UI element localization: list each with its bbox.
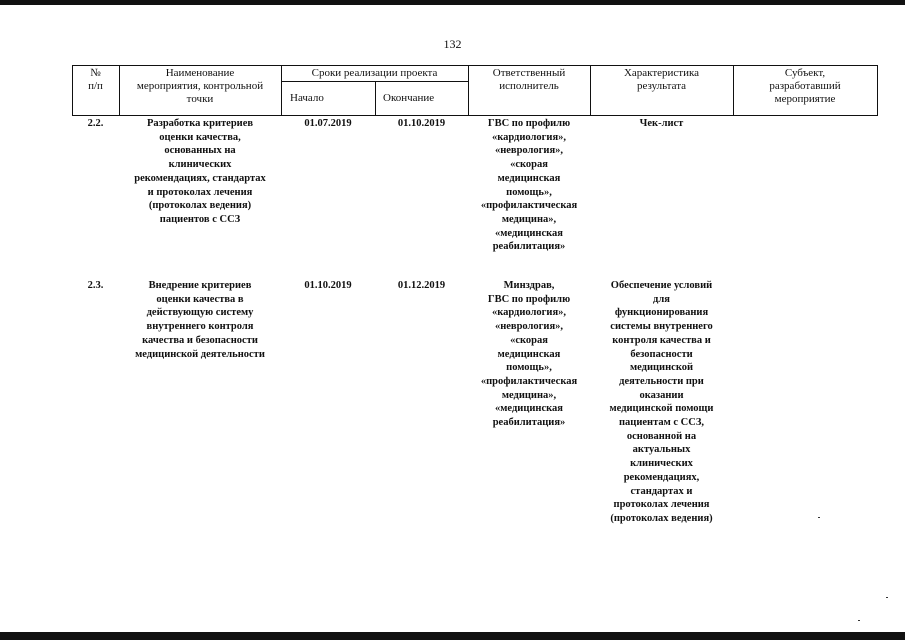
header-num-line-1: № [90,67,101,79]
row-name-line: Разработка критериев [146,118,254,129]
header-executor-line-2: исполнитель [499,80,559,92]
row-executor-line: «скорая [510,334,548,346]
row-executor-line: медицина», [501,213,557,225]
row-start-date: 01.10.2019 [304,280,352,291]
header-name-line-1: Наименование [165,67,235,79]
row-name-line: (протоколах ведения) [148,200,252,212]
row-name-line: и протоколах лечения [147,186,253,198]
row-result [590,117,733,131]
row-result-line: рекомендациях, [623,471,700,483]
row-executor-line: «неврология», [494,145,564,157]
row-result-line: протоколах лечения [613,499,710,511]
row-name [119,117,281,227]
row-result-line: актуальных [632,444,691,456]
row-result-line: Обеспечение условий [610,280,713,291]
row-result-line: для [653,293,670,305]
bottom-border-rule [0,632,905,640]
row-result-line: контроля качества и [612,334,711,346]
row-executor-line: «скорая [510,159,548,171]
row-executor [468,117,590,254]
row-executor-line: Минздрав, [503,280,555,291]
row-result [590,279,733,526]
row-name-line: действующую систему [146,307,254,319]
header-subject-line-3: мероприятие [774,93,836,105]
row-name-line: рекомендациях, стандартах [134,172,266,184]
row-result-line: безопасности [630,348,693,360]
header-result-line-2: результата [636,80,687,92]
row-result-line: функционирования [614,307,709,319]
row-result-line: пациентам с ССЗ, [618,417,705,429]
row-executor-line: «медицинская [495,227,563,239]
row-num: 2.2. [87,118,104,129]
header-executor-line-1: Ответственный [492,67,566,79]
row-result-line: основанной на [626,430,697,442]
row-result-line: медицинской помощи [609,403,714,415]
row-result-line: деятельности при [619,375,704,387]
row-executor-line: «медицинская [495,403,563,415]
header-subject [733,67,877,106]
row-executor-line: реабилитация» [492,417,566,429]
header-num-line-2: п/п [88,80,103,92]
header-subject-line-2: разработавший [769,80,841,92]
row-executor-line: «кардиология», [491,131,567,143]
header-end: Окончание [383,92,435,104]
header-name-line-2: мероприятия, контрольной [136,80,264,92]
header-result-line-1: Характеристика [623,67,700,79]
row-name-line: оценки качества в [156,293,244,305]
header-num [72,67,119,93]
header-period: Сроки реализации проекта [311,67,438,79]
row-executor-line: ГВС по профилю [487,293,571,305]
scan-speck [818,517,820,518]
top-border-rule [0,0,905,5]
row-name-line: медицинской деятельности [135,348,265,360]
row-executor-line: помощь», [506,362,552,374]
header-start: Начало [290,92,324,104]
row-executor-line: «профилактическая [480,200,578,212]
row-result-line: оказании [639,389,684,401]
row-result-line: стандартах и [630,485,693,497]
row-executor-line: медицинская [497,348,561,360]
row-name-line: основанных на [164,145,236,157]
header-subject-line-1: Субъект, [784,67,826,79]
row-name-line: внутреннего контроля [146,321,254,333]
header-executor [468,67,590,93]
row-num: 2.3. [87,280,104,291]
row-name [119,279,281,361]
header-name-line-3: точки [186,93,214,105]
row-executor-line: ГВС по профилю [487,118,571,129]
row-executor [468,279,590,430]
row-result-line: медицинской [629,362,694,374]
row-result-line: (протоколах ведения) [610,512,713,524]
row-executor-line: реабилитация» [492,241,566,253]
page-number: 132 [443,37,462,51]
row-executor-line: «профилактическая [480,375,578,387]
header-result [590,67,733,93]
row-name-line: клинических [168,159,232,171]
row-start-date: 01.07.2019 [304,118,352,129]
row-end-date: 01.10.2019 [397,118,446,129]
row-result-line: клинических [630,458,693,470]
scan-speck [886,597,888,598]
row-result-line: системы внутреннего [610,321,713,333]
row-end-date: 01.12.2019 [397,280,446,291]
row-name-line: Внедрение критериев [148,280,252,291]
row-name-line: пациентов с ССЗ [159,213,241,225]
row-name-line: качества и безопасности [142,334,258,346]
row-result-line: Чек-лист [639,118,684,129]
row-executor-line: медицинская [497,172,561,184]
row-executor-line: «кардиология», [491,307,567,319]
row-executor-line: медицина», [501,389,557,401]
scan-speck [858,620,860,621]
row-executor-line: «неврология», [494,321,564,333]
row-name-line: оценки качества, [159,131,241,143]
row-executor-line: помощь», [506,186,552,198]
header-name [119,67,281,106]
